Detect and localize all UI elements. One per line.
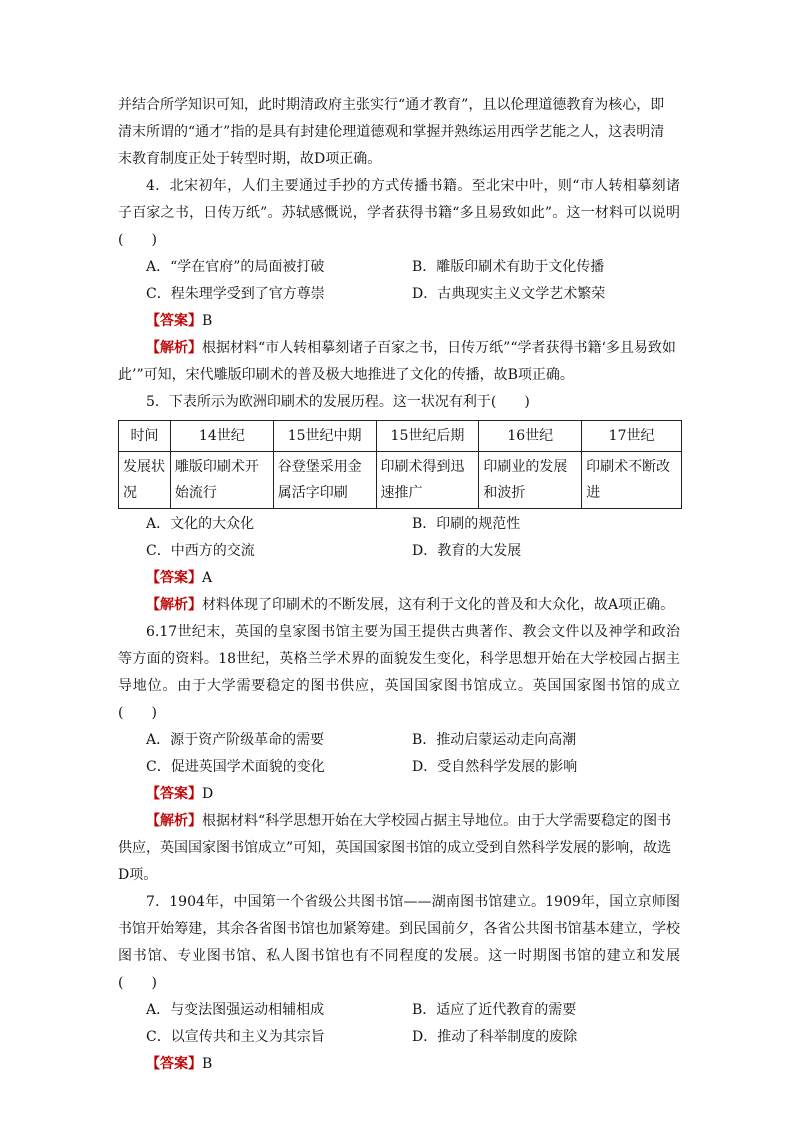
document-page <box>118 92 680 1078</box>
table-cell: 印刷业的发展和波折 <box>479 452 582 509</box>
q7-stem: 7．1904年，中国第一个省级公共图书馆——湖南图书馆建立。1909年，国立京师图书馆开始筹建，其余各省图书馆也加紧筹建。到民国前夕，各省公共图书馆基本建立，学校图书馆、专业图书馆、私人图书馆也有不同程度的发展。这一时期图书馆的建立和发展( ) <box>118 894 680 991</box>
table-header-cell: 14世纪 <box>170 421 273 452</box>
q5-analysis <box>118 592 680 619</box>
analysis-tag: 【解析】 <box>146 340 202 356</box>
q6-analysis <box>118 808 680 889</box>
table-header-row <box>119 421 682 452</box>
q7-answer-value: B <box>202 1056 213 1072</box>
q5-option-c[interactable]: C．中西方的交流 <box>146 543 255 559</box>
q4-option-c[interactable]: C．程朱理学受到了官方尊崇 <box>146 286 325 302</box>
table-cell: 印刷术得到迅速推广 <box>376 452 479 509</box>
table-header-cell: 15世纪后期 <box>376 421 479 452</box>
answer-tag: 【答案】 <box>146 1056 202 1072</box>
analysis-tag: 【解析】 <box>146 597 202 613</box>
answer-tag: 【答案】 <box>146 313 202 329</box>
q5-options <box>146 511 680 565</box>
q6-stem: 6.17世纪末，英国的皇家图书馆主要为国王提供古典著作、教会文件以及神学和政治等方面的资料。18世纪，英格兰学术界的面貌发生变化，科学思想开始在大学校园占据主导地位。由于大学需要稳定的图书供应，英国国家图书馆成立。英国国家图书馆的成立( ) <box>118 624 680 721</box>
table-header-cell: 时间 <box>119 421 171 452</box>
q7-option-d[interactable]: D．推动了科举制度的废除 <box>412 1029 578 1045</box>
q4-option-a[interactable]: A．“学在官府”的局面被打破 <box>146 259 325 275</box>
table-header-cell: 15世纪中期 <box>273 421 376 452</box>
q6-option-a[interactable]: A．源于资产阶级革命的需要 <box>146 732 325 748</box>
q5-stem: 5．下表所示为欧洲印刷术的发展历程。这一状况有利于( ) <box>146 394 530 410</box>
intro-line-3: 末教育制度正处于转型时期，故D项正确。 <box>118 151 382 167</box>
q5-option-b[interactable]: B．印刷的规范性 <box>412 516 521 532</box>
q4-analysis <box>118 335 680 389</box>
q5-answer <box>146 565 680 592</box>
intro-line-1: 并结合所学知识可知，此时期清政府主张实行“通才教育”，且以伦理道德教育为核心，即 <box>118 97 665 113</box>
answer-tag: 【答案】 <box>146 570 202 586</box>
table-cell: 发展状况 <box>119 452 171 509</box>
q5-table <box>118 420 682 509</box>
q6-option-d[interactable]: D．受自然科学发展的影响 <box>412 759 578 775</box>
table-header-cell: 16世纪 <box>479 421 582 452</box>
q6-option-c[interactable]: C．促进英国学术面貌的变化 <box>146 759 325 775</box>
q7-options <box>146 997 680 1051</box>
q6-option-b[interactable]: B．推动启蒙运动走向高潮 <box>412 732 577 748</box>
q6-answer <box>146 781 680 808</box>
q7-answer <box>146 1051 680 1078</box>
q4-analysis-text: 根据材料“市人转相摹刻诸子百家之书，日传万纸”“学者获得书籍‘多且易致如此’”可知，宋代雕版印刷术的普及极大地推进了文化的传播，故B项正确。 <box>118 340 676 383</box>
q4-option-b[interactable]: B．雕版印刷术有助于文化传播 <box>412 259 605 275</box>
q5-analysis-text: 材料体现了印刷术的不断发展，这有利于文化的普及和大众化，故A项正确。 <box>202 597 675 613</box>
q4-options <box>146 254 680 308</box>
table-header-cell: 17世纪 <box>582 421 682 452</box>
intro-line-2: 清末所谓的“通才”指的是具有封建伦理道德观和掌握并熟练运用西学艺能之人，这表明清 <box>118 124 665 140</box>
q4-stem: 4．北宋初年，人们主要通过手抄的方式传播书籍。至北宋中叶，则“市人转相摹刻诸子百家之书，日传万纸”。苏轼感慨说，学者获得书籍“多且易致如此”。这一材料可以说明( ) <box>118 178 680 248</box>
q4-option-d[interactable]: D．古典现实主义文学艺术繁荣 <box>412 286 606 302</box>
table-row <box>119 452 682 509</box>
q5-option-a[interactable]: A．文化的大众化 <box>146 516 255 532</box>
q4-answer-value: B <box>202 313 213 329</box>
q7-option-b[interactable]: B．适应了近代教育的需要 <box>412 1002 577 1018</box>
q7-option-a[interactable]: A．与变法图强运动相辅相成 <box>146 1002 325 1018</box>
q5-option-d[interactable]: D．教育的大发展 <box>412 543 522 559</box>
q6-options <box>146 727 680 781</box>
table-cell: 印刷术不断改进 <box>582 452 682 509</box>
q6-answer-value: D <box>202 786 214 802</box>
table-cell: 谷登堡采用金属活字印刷 <box>273 452 376 509</box>
q4-answer <box>146 308 680 335</box>
q7-option-c[interactable]: C．以宣传共和主义为其宗旨 <box>146 1029 325 1045</box>
table-cell: 雕版印刷术开始流行 <box>170 452 273 509</box>
analysis-tag: 【解析】 <box>146 813 202 829</box>
q5-answer-value: A <box>202 570 213 586</box>
answer-tag: 【答案】 <box>146 786 202 802</box>
q6-analysis-text: 根据材料“科学思想开始在大学校园占据主导地位。由于大学需要稳定的图书供应，英国国家图书馆成立”可知，英国国家图书馆的成立受到自然科学发展的影响，故选D项。 <box>118 813 672 883</box>
